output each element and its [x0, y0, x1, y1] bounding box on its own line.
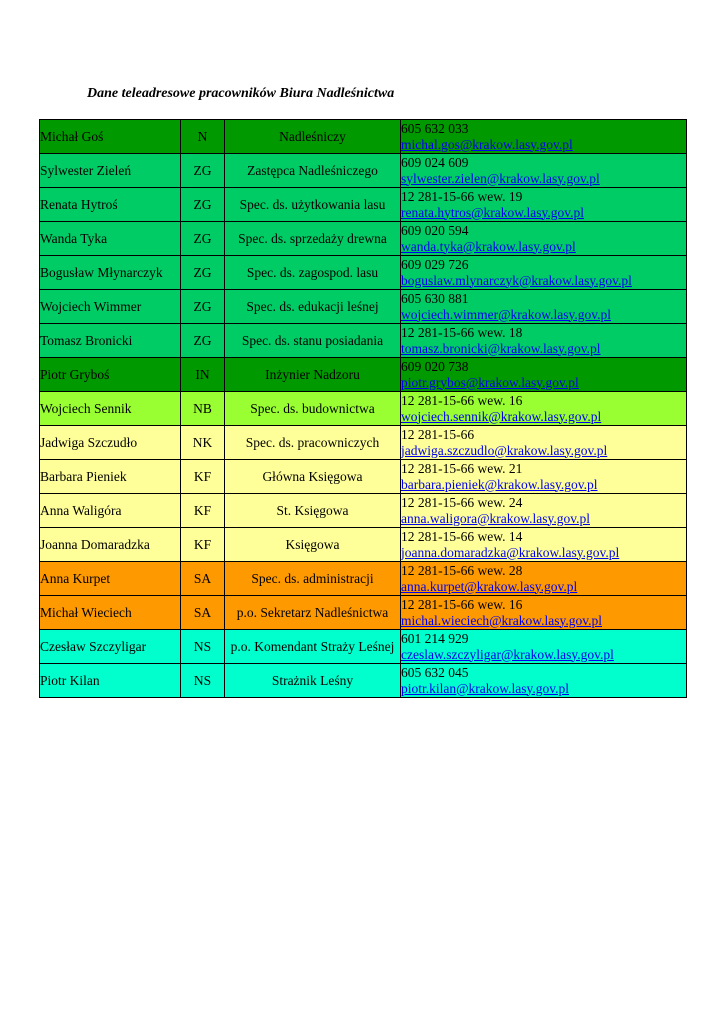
employee-name: Wojciech Wimmer: [40, 290, 181, 324]
employee-name: Tomasz Bronicki: [40, 324, 181, 358]
employee-name: Piotr Gryboś: [40, 358, 181, 392]
employee-position: p.o. Sekretarz Nadleśnictwa: [225, 596, 401, 630]
employee-position: Spec. ds. edukacji leśnej: [225, 290, 401, 324]
email-link[interactable]: wojciech.wimmer@krakow.lasy.gov.pl: [401, 306, 612, 322]
department-code: ZG: [181, 256, 225, 290]
department-code: N: [181, 120, 225, 154]
department-code: IN: [181, 358, 225, 392]
employee-name: Bogusław Młynarczyk: [40, 256, 181, 290]
email-link[interactable]: czeslaw.szczyligar@krakow.lasy.gov.pl: [401, 646, 614, 662]
staff-table-body: [40, 120, 687, 698]
page-title: Dane teleadresowe pracowników Biura Nadleśnictwa: [87, 86, 395, 101]
phone-number: 12 281-15-66 wew. 14: [401, 528, 523, 544]
email-link[interactable]: piotr.kilan@krakow.lasy.gov.pl: [401, 680, 570, 696]
department-code: NS: [181, 664, 225, 698]
contact-cell: [401, 120, 687, 154]
table-row: [40, 630, 687, 664]
phone-number: 605 632 033: [401, 120, 469, 136]
contact-cell: [401, 256, 687, 290]
contact-cell: [401, 392, 687, 426]
table-row: [40, 120, 687, 154]
table-row: [40, 664, 687, 698]
email-link[interactable]: wanda.tyka@krakow.lasy.gov.pl: [401, 238, 576, 254]
department-code: ZG: [181, 222, 225, 256]
department-code: SA: [181, 562, 225, 596]
employee-name: Anna Kurpet: [40, 562, 181, 596]
contact-cell: [401, 222, 687, 256]
employee-name: Sylwester Zieleń: [40, 154, 181, 188]
phone-number: 609 020 594: [401, 222, 469, 238]
employee-name: Anna Waligóra: [40, 494, 181, 528]
employee-name: Jadwiga Szczudło: [40, 426, 181, 460]
email-link[interactable]: anna.kurpet@krakow.lasy.gov.pl: [401, 578, 578, 594]
employee-position: p.o. Komendant Straży Leśnej: [225, 630, 401, 664]
email-link[interactable]: piotr.grybos@krakow.lasy.gov.pl: [401, 374, 579, 390]
phone-number: 12 281-15-66 wew. 24: [401, 494, 523, 510]
department-code: NB: [181, 392, 225, 426]
contact-cell: [401, 494, 687, 528]
employee-position: Inżynier Nadzoru: [225, 358, 401, 392]
email-link[interactable]: joanna.domaradzka@krakow.lasy.gov.pl: [401, 544, 620, 560]
phone-number: 601 214 929: [401, 630, 469, 646]
email-link[interactable]: jadwiga.szczudlo@krakow.lasy.gov.pl: [401, 442, 608, 458]
email-link[interactable]: michal.wieciech@krakow.lasy.gov.pl: [401, 612, 602, 628]
employee-name: Joanna Domaradzka: [40, 528, 181, 562]
employee-name: Piotr Kilan: [40, 664, 181, 698]
phone-number: 605 632 045: [401, 664, 469, 680]
employee-position: Główna Księgowa: [225, 460, 401, 494]
employee-position: Zastępca Nadleśniczego: [225, 154, 401, 188]
table-row: [40, 154, 687, 188]
email-link[interactable]: renata.hytros@krakow.lasy.gov.pl: [401, 204, 585, 220]
contact-cell: [401, 426, 687, 460]
department-code: KF: [181, 528, 225, 562]
phone-number: 12 281-15-66 wew. 16: [401, 596, 523, 612]
email-link[interactable]: sylwester.zielen@krakow.lasy.gov.pl: [401, 170, 600, 186]
table-row: [40, 460, 687, 494]
employee-position: St. Księgowa: [225, 494, 401, 528]
department-code: KF: [181, 460, 225, 494]
contact-cell: [401, 290, 687, 324]
employee-position: Spec. ds. budownictwa: [225, 392, 401, 426]
table-row: [40, 256, 687, 290]
department-code: NS: [181, 630, 225, 664]
contact-cell: [401, 528, 687, 562]
staff-contact-table: [39, 119, 687, 698]
employee-position: Spec. ds. administracji: [225, 562, 401, 596]
table-row: [40, 528, 687, 562]
department-code: ZG: [181, 290, 225, 324]
employee-position: Strażnik Leśny: [225, 664, 401, 698]
contact-cell: [401, 358, 687, 392]
phone-number: 12 281-15-66 wew. 16: [401, 392, 523, 408]
contact-cell: [401, 630, 687, 664]
contact-cell: [401, 188, 687, 222]
table-row: [40, 290, 687, 324]
email-link[interactable]: anna.waligora@krakow.lasy.gov.pl: [401, 510, 590, 526]
employee-position: Nadleśniczy: [225, 120, 401, 154]
employee-position: Spec. ds. sprzedaży drewna: [225, 222, 401, 256]
phone-number: 609 024 609: [401, 154, 469, 170]
phone-number: 12 281-15-66 wew. 18: [401, 324, 523, 340]
department-code: SA: [181, 596, 225, 630]
phone-number: 12 281-15-66: [401, 426, 475, 442]
employee-position: Spec. ds. użytkowania lasu: [225, 188, 401, 222]
department-code: ZG: [181, 154, 225, 188]
email-link[interactable]: tomasz.bronicki@krakow.lasy.gov.pl: [401, 340, 601, 356]
table-row: [40, 358, 687, 392]
department-code: ZG: [181, 324, 225, 358]
table-row: [40, 426, 687, 460]
employee-name: Czesław Szczyligar: [40, 630, 181, 664]
employee-name: Wojciech Sennik: [40, 392, 181, 426]
email-link[interactable]: michal.gos@krakow.lasy.gov.pl: [401, 136, 573, 152]
table-row: [40, 596, 687, 630]
contact-cell: [401, 460, 687, 494]
employee-name: Renata Hytroś: [40, 188, 181, 222]
phone-number: 609 029 726: [401, 256, 469, 272]
email-link[interactable]: barbara.pieniek@krakow.lasy.gov.pl: [401, 476, 598, 492]
table-row: [40, 324, 687, 358]
table-row: [40, 392, 687, 426]
department-code: NK: [181, 426, 225, 460]
employee-name: Wanda Tyka: [40, 222, 181, 256]
table-row: [40, 188, 687, 222]
phone-number: 12 281-15-66 wew. 21: [401, 460, 523, 476]
phone-number: 12 281-15-66 wew. 19: [401, 188, 523, 204]
department-code: ZG: [181, 188, 225, 222]
phone-number: 12 281-15-66 wew. 28: [401, 562, 523, 578]
contact-cell: [401, 596, 687, 630]
employee-name: Michał Wieciech: [40, 596, 181, 630]
employee-position: Spec. ds. zagospod. lasu: [225, 256, 401, 290]
contact-cell: [401, 154, 687, 188]
employee-position: Księgowa: [225, 528, 401, 562]
table-row: [40, 562, 687, 596]
contact-cell: [401, 664, 687, 698]
employee-position: Spec. ds. pracowniczych: [225, 426, 401, 460]
department-code: KF: [181, 494, 225, 528]
table-row: [40, 494, 687, 528]
employee-name: Barbara Pieniek: [40, 460, 181, 494]
contact-cell: [401, 562, 687, 596]
employee-position: Spec. ds. stanu posiadania: [225, 324, 401, 358]
email-link[interactable]: wojciech.sennik@krakow.lasy.gov.pl: [401, 408, 602, 424]
contact-cell: [401, 324, 687, 358]
phone-number: 609 020 738: [401, 358, 469, 374]
email-link[interactable]: boguslaw.mlynarczyk@krakow.lasy.gov.pl: [401, 272, 632, 288]
table-row: [40, 222, 687, 256]
employee-name: Michał Goś: [40, 120, 181, 154]
phone-number: 605 630 881: [401, 290, 469, 306]
